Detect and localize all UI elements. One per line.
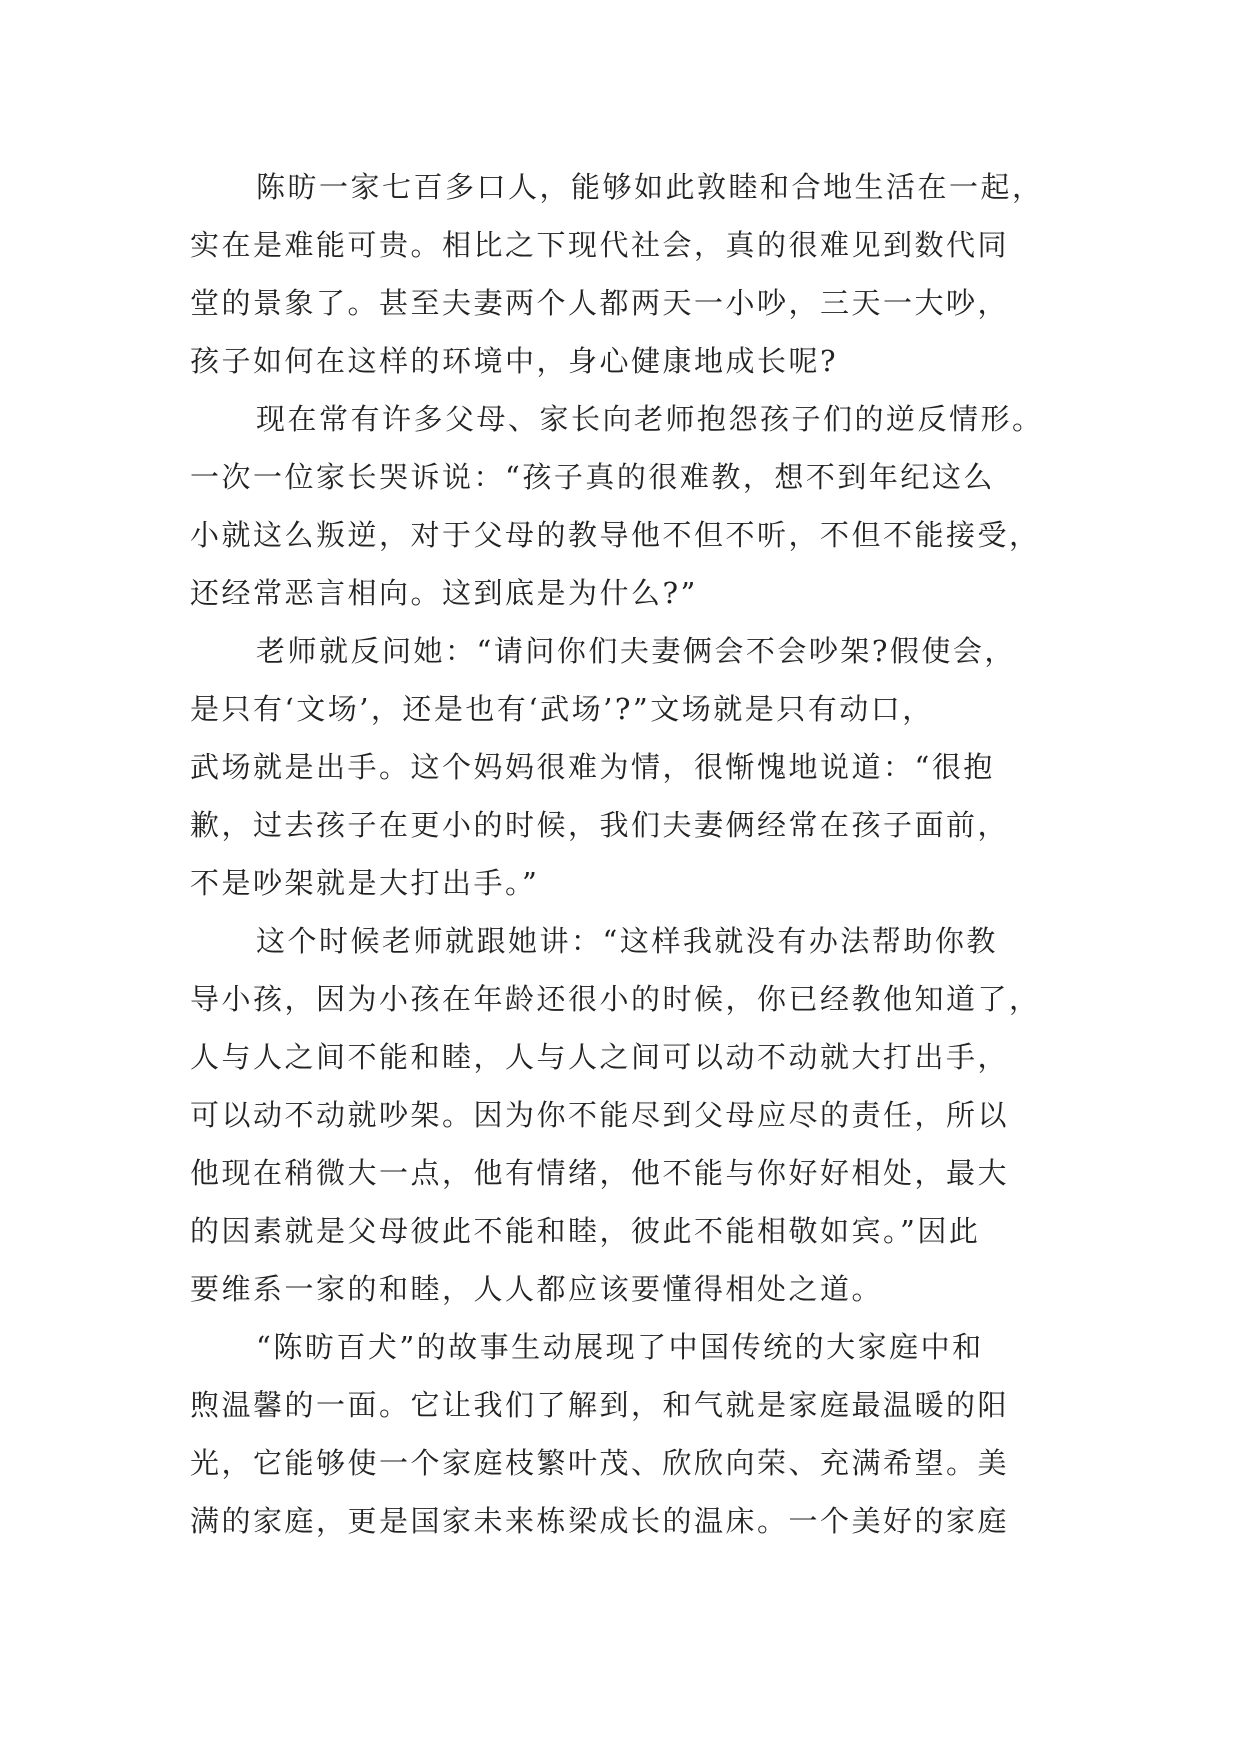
text-line: 要维系一家的和睦，人人都应该要懂得相处之道。 [190, 1272, 884, 1306]
text-line: 实在是难能可贵。相比之下现代社会，真的很难见到数代同 [190, 228, 1010, 262]
text-line: 小就这么叛逆，对于父母的教导他不但不听，不但不能接受， [190, 518, 1041, 552]
text-line: 煦温馨的一面。它让我们了解到，和气就是家庭最温暖的阳 [190, 1388, 1010, 1422]
text-line: 孩子如何在这样的环境中，身心健康地成长呢? [190, 344, 839, 378]
text-line: 是只有‘文场’，还是也有‘武场’?”文场就是只有动口， [190, 692, 934, 726]
text-line: 不是吵架就是大打出手。” [190, 866, 540, 900]
text-line: 歉，过去孩子在更小的时候，我们夫妻俩经常在孩子面前， [190, 808, 1010, 842]
text-line: 老师就反问她：“请问你们夫妻俩会不会吵架?假使会， [256, 634, 1016, 668]
text-line: 这个时候老师就跟她讲：“这样我就没有办法帮助你教 [256, 924, 998, 958]
text-line: 武场就是出手。这个妈妈很难为情，很惭愧地说道：“很抱 [190, 750, 995, 784]
text-line: 还经常恶言相向。这到底是为什么?” [190, 576, 698, 610]
text-line: “陈昉百犬”的故事生动展现了中国传统的大家庭中和 [256, 1330, 984, 1364]
text-line: 他现在稍微大一点，他有情绪，他不能与你好好相处，最大 [190, 1156, 1010, 1190]
text-line: 满的家庭，更是国家未来栋梁成长的温床。一个美好的家庭 [190, 1504, 1010, 1538]
text-line: 陈昉一家七百多口人，能够如此敦睦和合地生活在一起， [256, 170, 1044, 204]
text-line: 一次一位家长哭诉说：“孩子真的很难教，想不到年纪这么 [190, 460, 995, 494]
text-line: 的因素就是父母彼此不能和睦，彼此不能相敬如宾。”因此 [190, 1214, 981, 1248]
text-line: 现在常有许多父母、家长向老师抱怨孩子们的逆反情形。 [256, 402, 1044, 436]
document-body [190, 158, 1080, 1550]
text-line: 导小孩，因为小孩在年龄还很小的时候，你已经教他知道了， [190, 982, 1041, 1016]
text-line: 堂的景象了。甚至夫妻两个人都两天一小吵，三天一大吵， [190, 286, 1010, 320]
text-line: 可以动不动就吵架。因为你不能尽到父母应尽的责任，所以 [190, 1098, 1010, 1132]
text-line: 人与人之间不能和睦，人与人之间可以动不动就大打出手， [190, 1040, 1010, 1074]
text-line: 光，它能够使一个家庭枝繁叶茂、欣欣向荣、充满希望。美 [190, 1446, 1010, 1480]
